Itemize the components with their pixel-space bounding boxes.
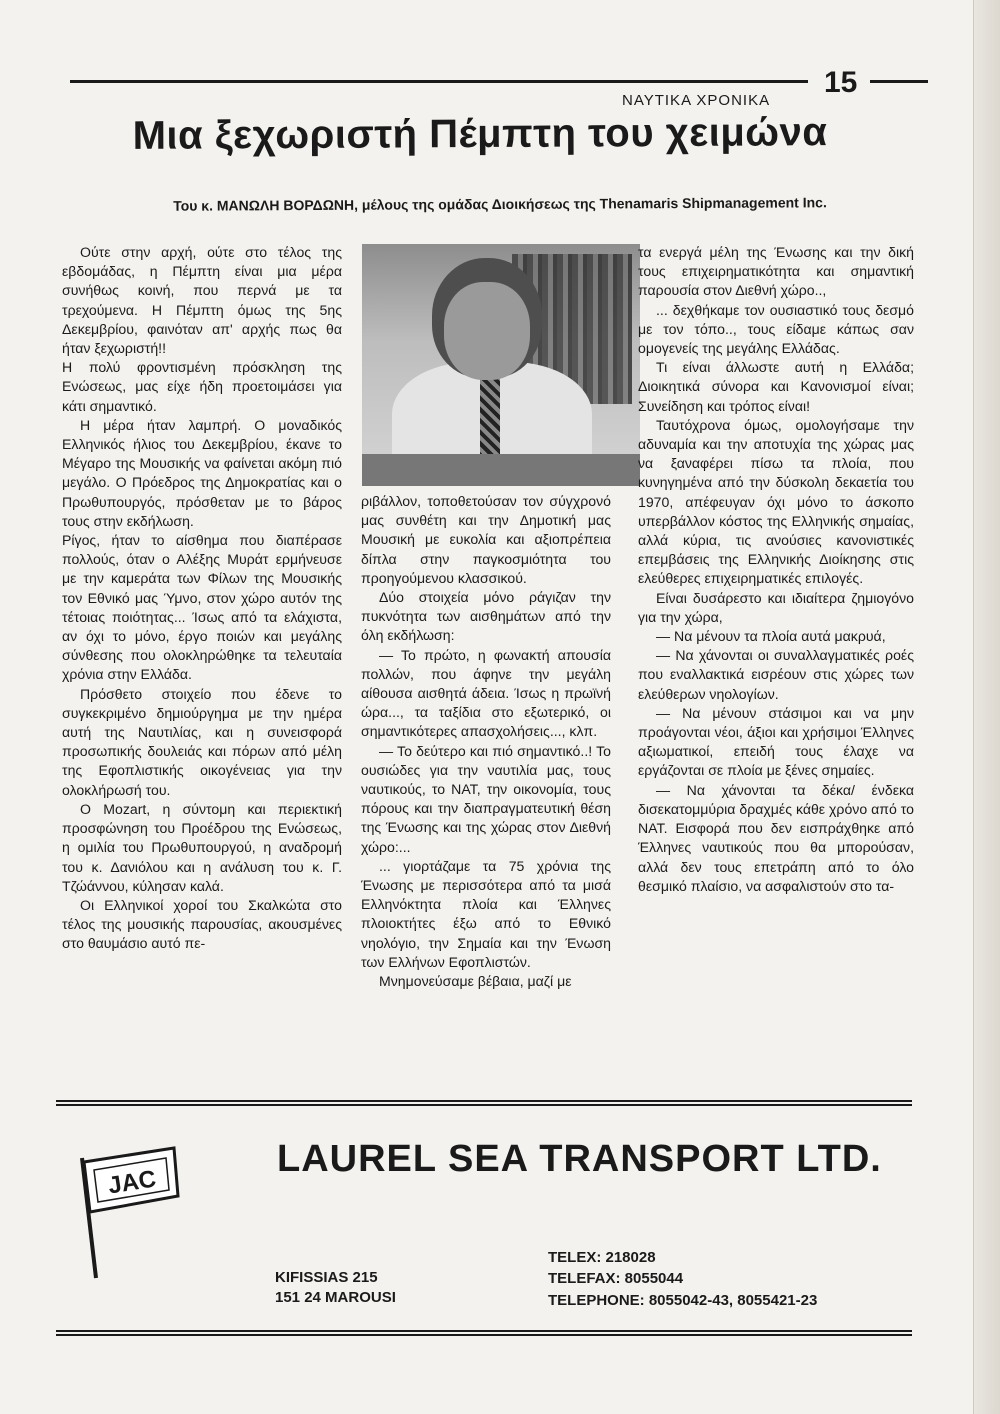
paragraph: Ο Mozart, η σύντομη και περιεκτική προσφώνηση του Προέδρου της Ενώσεως, η ομιλία του Πρωθυπουργού, η αναδρομή του κ. Δανιόλου και η ανάλυση του κ. Γ. Τζώάννου, κύλησαν καλά. (62, 800, 342, 894)
paragraph: — Το δεύτερο και πιό σημαντικό..! Το ουσιώδες για την ναυτιλία μας, τους ναυτικούς, το ΝΑΤ, την οικονομία, τους πόρους και την διαπραγματευτική θέση της Ένωσης και της χώρας στον Διεθνή χώρο:... (361, 742, 611, 855)
header-rule-left (70, 80, 808, 83)
telephone-number: TELEPHONE: 8055042-43, 8055421-23 (548, 1292, 818, 1309)
article-column-2 (361, 492, 611, 991)
ad-rule-top-inner (56, 1104, 912, 1106)
ad-rule-bottom-inner (56, 1334, 912, 1336)
logo-text: JAC (106, 1165, 158, 1200)
paragraph: Δύο στοιχεία μόνο ράγιζαν την πυκνότητα των αισθημάτων από την όλη εκδήλωση: (361, 589, 611, 644)
paragraph: Ρίγος, ήταν το αίσθημα που διαπέρασε πολλούς, όταν ο Αλέξης Μυράτ ερμήνευσε με την καμεράτα των Φίλων της Μουσικής τον Εθνικό μας Ύμνο, στον χώρο αυτόν της τέτοιας ποιότητας... Ίσως από τα ελάχιστα, αν όχι το μόνο, έργο ποιών και μεγάλης σύνθεσης που ολοκληρώθηκε τα τελευταία χρόνια στην Ελλάδα. (62, 532, 342, 683)
paragraph: Η μέρα ήταν λαμπρή. Ο μοναδικός Ελληνικός ήλιος του Δεκεμβρίου, έκανε το Μέγαρο της Μουσικής να φαίνεται ακόμη πιό μεγάλο. Ο Πρόεδρος της Δημοκρατίας και ο Πρωθυπουργός, πρόσθεταν με το βάρος τους στην εκδήλωση. (62, 416, 342, 529)
paragraph: Τι είναι άλλωστε αυτή η Ελλάδα; Διοικητικά σύνορα και Κανονισμοί είναι; Συνείδηση και τρόπος είναι! (638, 359, 914, 414)
article-column-1 (62, 243, 342, 954)
running-head: ΝΑΥΤΙΚΑ ΧΡΟΝΙΚΑ (622, 92, 771, 109)
paragraph: Ούτε στην αρχή, ούτε στο τέλος της εβδομάδας, η Πέμπτη είναι μια μέρα συνήθως κοινή, που περνά με τα τρεχούμενα. Η Πέμπτη όμως της 5ης Δεκεμβρίου, φαινόταν απ' αρχής πως θα ήταν ξεχωριστή!! (62, 244, 342, 357)
paragraph: — Να μένουν στάσιμοι και να μην προάγονται νέοι, άξιοι και χρήσιμοι Έλληνες αξιωματικοί, επειδή τους έλαχε να εργάζονται σε πλοία με ξένες σημαίες. (638, 704, 914, 779)
ad-rule-top (56, 1100, 912, 1102)
paragraph: — Να χάνονται οι συναλλαγματικές ροές που εναλλακτικά εισρέουν στις χώρες των ελεύθερων νηολογίων. (638, 647, 914, 702)
paragraph: Μνημονεύσαμε βέβαια, μαζί με (379, 973, 572, 990)
paragraph: Οι Ελληνικοί χοροί του Σκαλκώτα στο τέλος της μουσικής παρουσίας, ακουσμένες στο θαυμάσιο αυτό πε- (62, 896, 342, 952)
paragraph: — Το πρώτο, η φωνακτή απουσία πολλών, που άφηνε την μεγάλη αίθουσα αισθητά άδεια. Ίσως η πρωϊνή ώρα..., τα ταξίδια στο εξωτερικό, οι σημαντικότερες απασχολήσεις..., κλπ. (361, 646, 611, 740)
address-city: 151 24 MAROUSI (275, 1289, 396, 1306)
telefax-number: TELEFAX: 8055044 (548, 1270, 684, 1287)
paragraph: — Να μένουν τα πλοία αυτά μακρυά, (656, 628, 886, 645)
page-edge (973, 0, 1000, 1414)
paragraph: Πρόσθετο στοιχείο που έδενε το συγκεκριμένο δημιούργημα με την ημέρα αυτή της Ναυτιλίας, και η συνεισφορά προσωπικής δουλειάς και πόρων από μέλη της Εφοπλιστικής οικογένειας για την ολοκλήρωσή του. (62, 685, 342, 798)
ad-rule-bottom (56, 1330, 912, 1332)
paragraph: Η πολύ φροντισμένη πρόσκληση της Ενώσεως, μας είχε ήδη προετοιμάσει για κάτι σημαντικό. (62, 359, 342, 414)
company-name: LAUREL SEA TRANSPORT LTD. (277, 1138, 882, 1180)
photo-desk (362, 454, 640, 486)
jac-flag-logo-icon (74, 1140, 184, 1280)
paragraph: ... γιορτάζαμε τα 75 χρόνια της Ένωσης με περισσότερα από τα μισά Ελληνόκτητα πλοία και Έλληνες πλοιοκτήτες έξω από το Εθνικό νηολόγιο, την Σημαία και την Ένωση των Ελλήνων Εφοπλιστών. (361, 857, 611, 970)
telex-number: TELEX: 218028 (548, 1249, 656, 1266)
article-byline: Του κ. ΜΑΝΩΛΗ ΒΟΡΔΩΝΗ, μέλους της ομάδας Διοικήσεως της Thenamaris Shipmanagement Inc. (173, 194, 827, 214)
paragraph: τα ενεργά μέλη της Ένωσης και την δική τους επιχειρηματικότητα και σημαντική παρουσία στον Διεθνή χώρο.., (638, 244, 914, 299)
paragraph: Ταυτόχρονα όμως, ομολογήσαμε την αδυναμία και την αποτυχία της χώρας μας να ξαναφέρει πίσω τα πλοία, που κυνηγημένα από την δύσκολη δεκαετία του 1970, απέφευγαν όχι μόνο το άσκοπο υπερβάλλον κόστος της Ελληνικής σημαίας, αλλά κύρια, τις ανούσιες κανονιστικές επεμβάσεις της Ελληνικής Διοίκησης στις ελεύθερες επιχειρηματικές επιλογές. (638, 416, 914, 587)
paragraph: Είναι δυσάρεστο και ιδιαίτερα ζημιογόνο για την χώρα, (638, 589, 914, 625)
article-title: Μια ξεχωριστή Πέμπτη του χειμώνα (132, 110, 828, 158)
author-photo (362, 244, 640, 486)
article-column-3 (638, 243, 914, 896)
paragraph: — Να χάνονται τα δέκα/ ένδεκα δισεκατομμύρια δραχμές κάθε χρόνο από το ΝΑΤ. Εισφορά που δεν εισπράχθηκε από Έλληνες ναυτικούς που θα μπορούσαν, αλλά δεν τους επετράπη από το όλο θεσμικό πλαίσιο, να ασφαλιστούν στο τα- (638, 781, 914, 894)
header-rule-right (870, 80, 928, 83)
page-number: 15 (824, 66, 858, 99)
photo-face (444, 282, 530, 380)
paragraph: ριβάλλον, τοποθετούσαν τον σύγχρονό μας συνθέτη και την Δημοτική μας Μουσική με ευκολία και αξιοπρέπεια δίπλα στην παγκοσμιότητα του προηγούμενου κλασσικού. (361, 493, 611, 586)
paragraph: ... δεχθήκαμε τον ουσιαστικό τους δεσμό με τον τόπο.., τους είδαμε κάπως σαν ομογενείς της μεγάλης Ελλάδας. (638, 301, 914, 357)
address-street: KIFISSIAS 215 (275, 1269, 378, 1286)
